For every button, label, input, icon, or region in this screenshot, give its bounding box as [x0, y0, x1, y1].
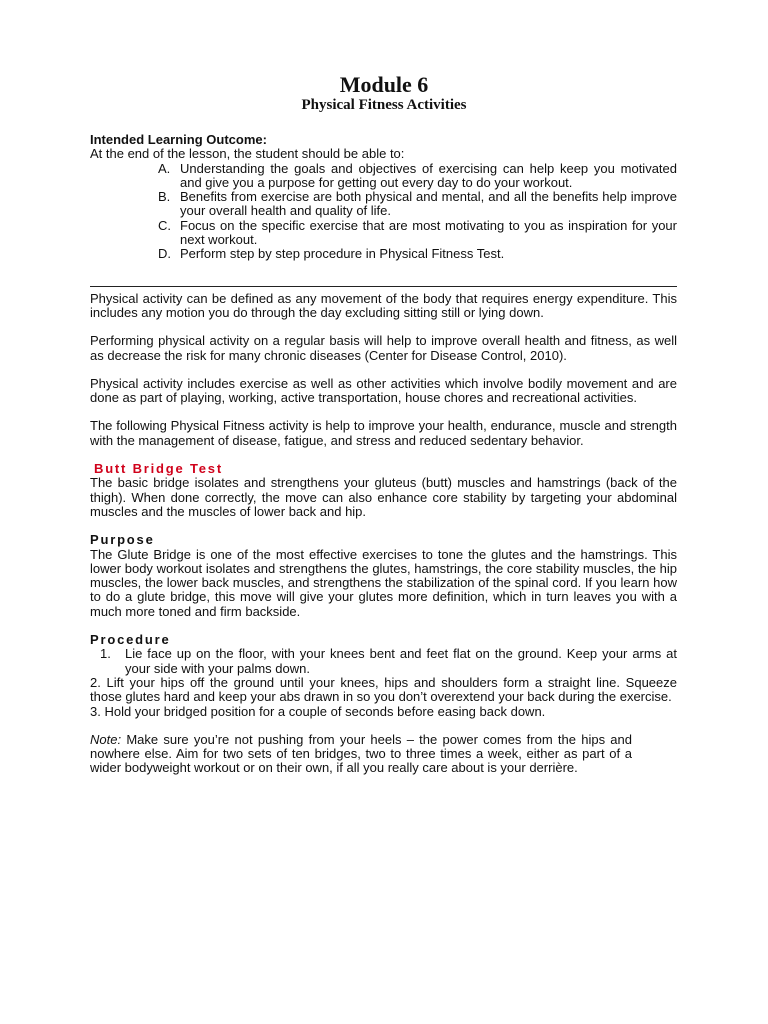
outcome-marker: A.: [158, 160, 171, 176]
body-paragraph: The following Physical Fitness activity is help to improve your health, endurance, muscle and strength with the management of disease, fatigue, and stress and reduced sedentary behavior.: [90, 418, 677, 448]
butt-bridge-text: The basic bridge isolates and strengthens your gluteus (butt) muscles and hamstrings (back of the thigh). When done correctly, the move can also enhance core stability by targeting your abdominal muscles and the muscles of lower back and hip.: [90, 475, 677, 519]
outcome-marker: D.: [158, 246, 171, 262]
outcome-text: Focus on the specific exercise that are most motivating to you as inspiration for your next workout.: [180, 217, 677, 248]
procedure-step-1: [100, 647, 677, 676]
purpose-heading: Purpose: [90, 532, 155, 548]
outcome-text: Benefits from exercise are both physical and mental, and all the benefits help improve your overall health and quality of life.: [180, 189, 677, 219]
body-paragraph: Performing physical activity on a regular basis will help to improve overall health and fitness, as well as decrease the risk for many chronic diseases (Center for Disease Control, 2010).: [90, 333, 677, 363]
outcome-item: [158, 162, 677, 191]
note-label: Note:: [90, 731, 122, 747]
butt-bridge-heading: Butt Bridge Test: [94, 461, 223, 477]
procedure-step-2: 2. Lift your hips off the ground until your knees, hips and shoulders form a straight line. Squeeze those glutes hard and keep your abs drawn in so you don’t overextend your back during the exercise.: [90, 674, 677, 705]
note-text: Make sure you’re not pushing from your heels – the power comes from the hips and nowhere else. Aim for two sets of ten bridges, two to three times a week, either as part of a wider bodyweight workout or on their own, if all you really care about is your derrière.: [90, 731, 632, 776]
outcome-item: [158, 190, 677, 219]
module-subtitle: Physical Fitness Activities: [301, 97, 467, 113]
outcome-text: Perform step by step procedure in Physical Fitness Test.: [180, 246, 505, 262]
learning-outcomes-list: [158, 162, 677, 262]
step-text: Lie face up on the floor, with your knees bent and feet flat on the ground. Keep your arms at your side with your palms down.: [125, 646, 677, 676]
outcome-item: [158, 219, 677, 248]
body-paragraph: Physical activity includes exercise as well as other activities which involve bodily movement and are done as part of playing, working, active transportation, house chores and recreational activities.: [90, 375, 677, 406]
outcome-marker: C.: [158, 217, 171, 233]
purpose-text: The Glute Bridge is one of the most effective exercises to tone the glutes and the hamstrings. This lower body workout isolates and strengthens the glutes, hamstrings, the core stability muscles, the hip muscles, the lower back muscles, and strengthens the stabilization of the spinal cord. If you learn how to do a glute bridge, this move will give your glutes more definition, which in turn leaves you with a much more toned and firm backside.: [90, 546, 677, 619]
document-body: [90, 133, 677, 776]
body-paragraph: Physical activity can be defined as any movement of the body that requires energy expenditure. This includes any motion you do through the day excluding sitting still or lying down.: [90, 290, 677, 320]
note-paragraph: [90, 733, 632, 776]
ilo-heading: Intended Learning Outcome:: [90, 132, 267, 147]
outcome-marker: B.: [158, 189, 171, 205]
module-title: Module 6: [339, 72, 429, 97]
procedure-step-3: 3. Hold your bridged position for a couple of seconds before easing back down.: [90, 703, 546, 719]
outcome-text: Understanding the goals and objectives of exercising can help keep you motivated and give you a purpose for getting out every day to do your workout.: [180, 160, 677, 190]
step-marker: 1.: [100, 646, 111, 662]
ilo-intro: At the end of the lesson, the student should be able to:: [90, 146, 405, 162]
procedure-heading: Procedure: [90, 632, 171, 648]
outcome-item: [158, 247, 677, 261]
section-divider: [90, 286, 677, 287]
